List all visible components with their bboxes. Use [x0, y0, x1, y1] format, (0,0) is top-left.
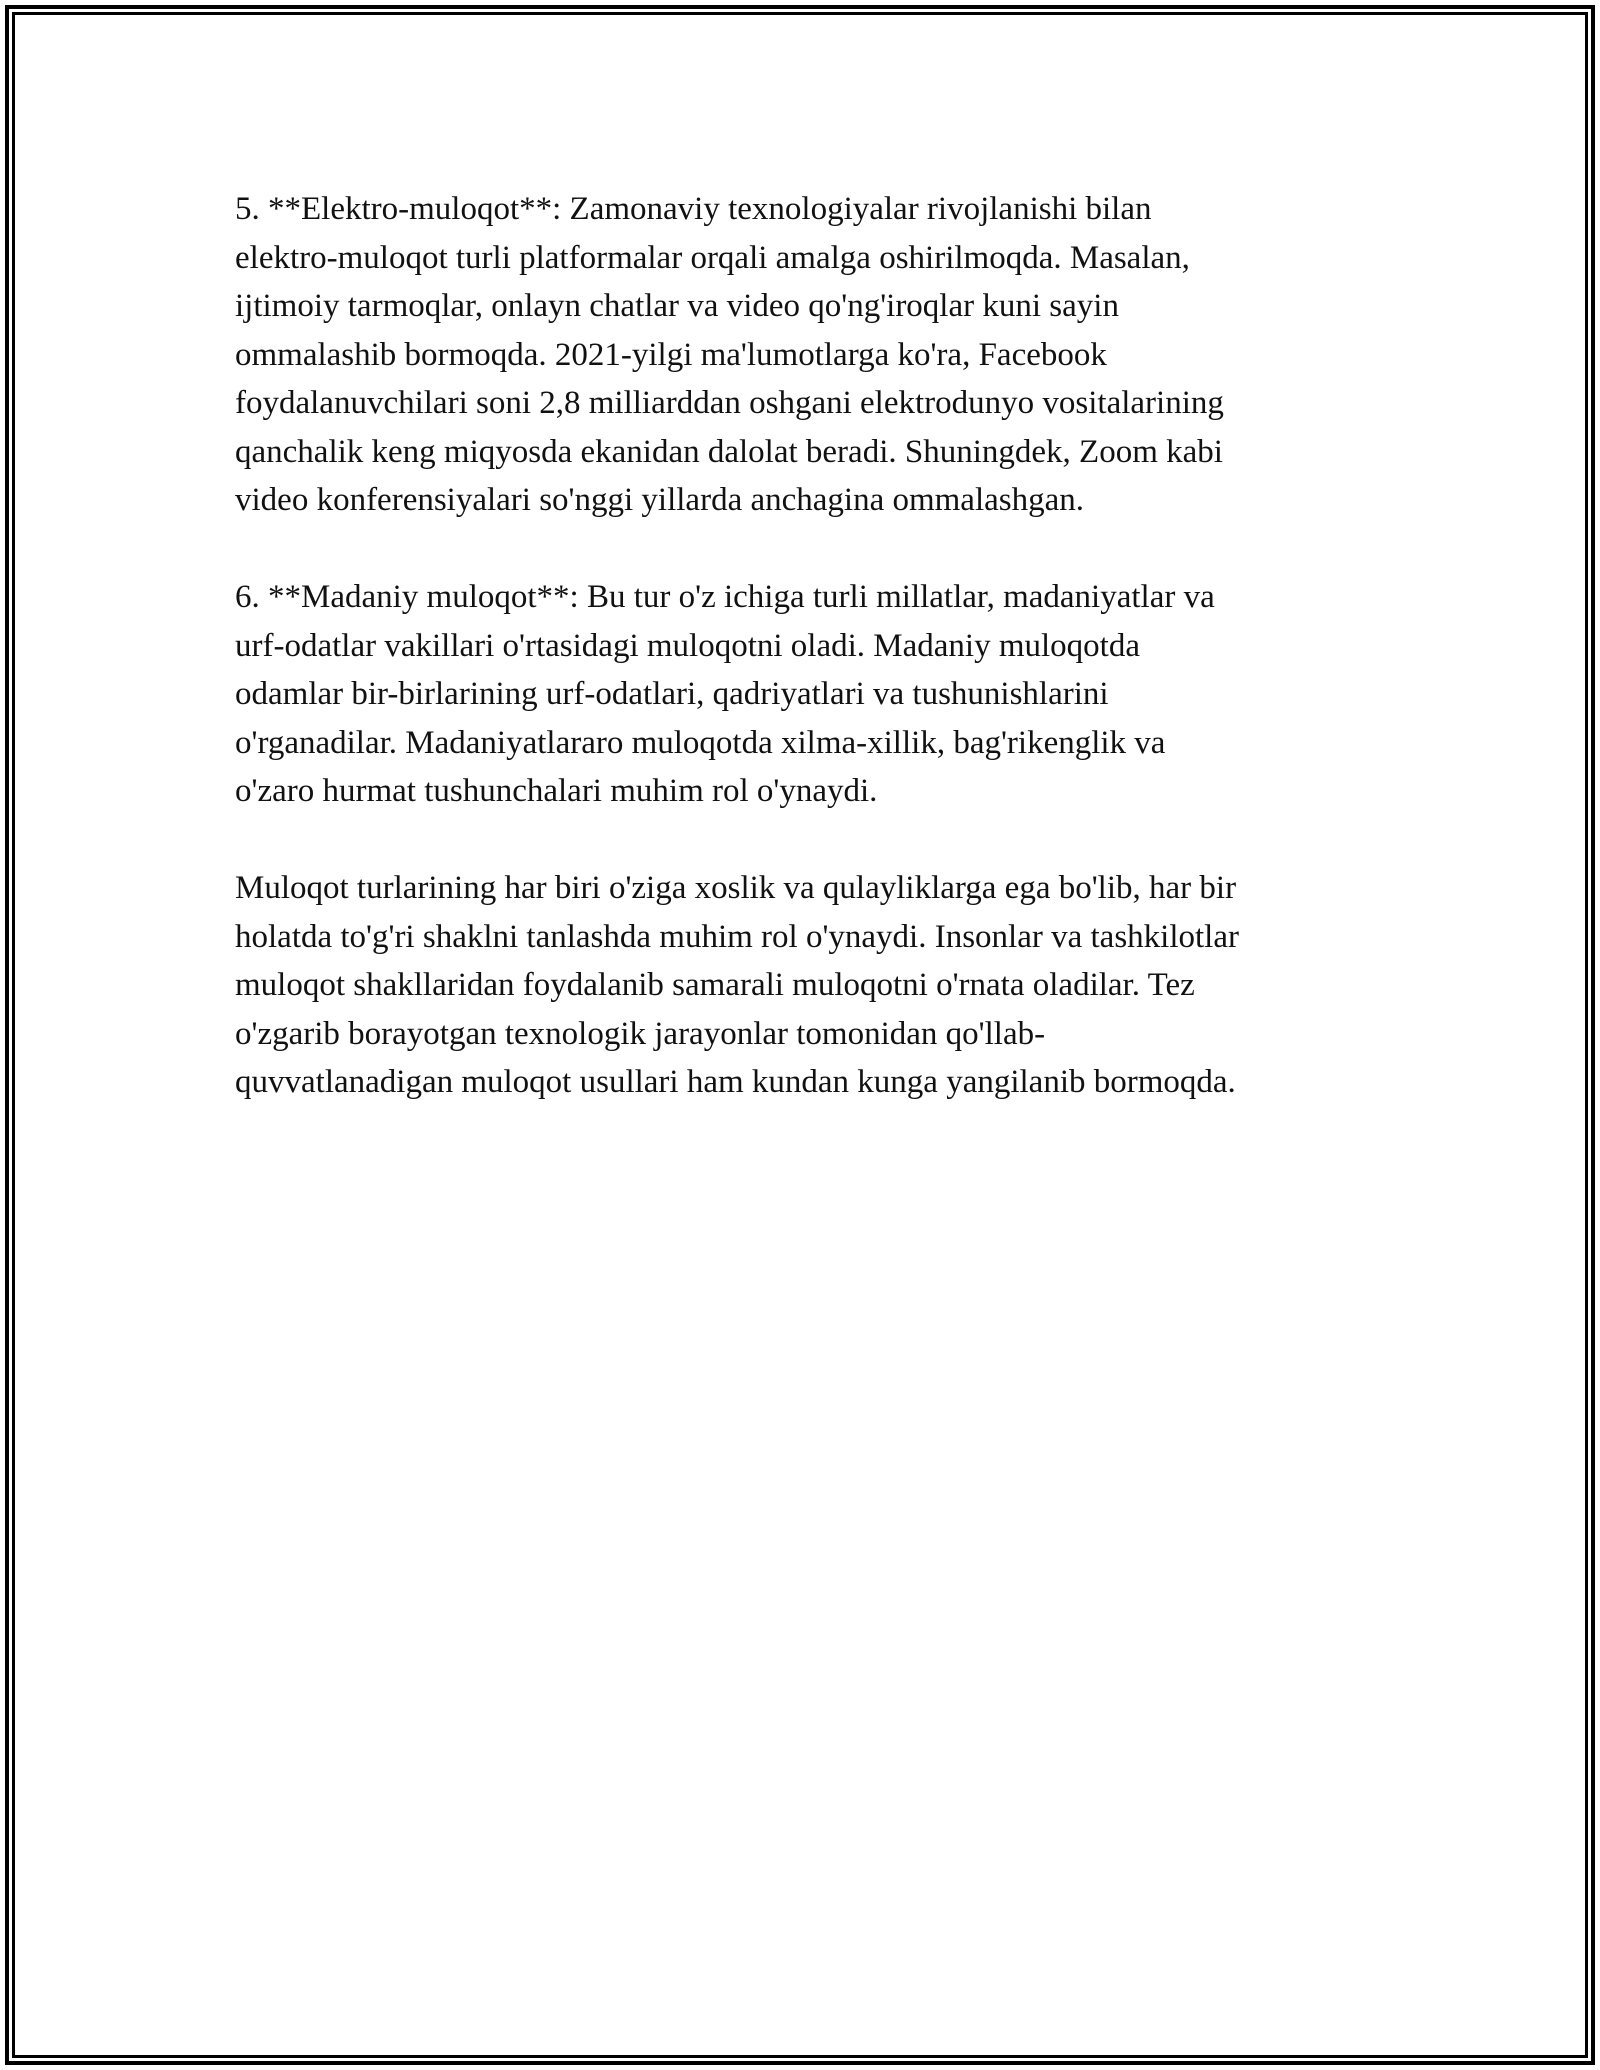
document-body — [235, 185, 1385, 1155]
paragraph-madaniy-muloqot: 6. **Madaniy muloqot**: Bu tur o'z ichiga turli millatlar, madaniyatlar va urf-odatlar vakillari o'rtasidagi muloqotni oladi. Madaniy muloqotda odamlar bir-birlarining urf-odatlari, qadriyatlari va tushunishlarini o'rganadilar. Madaniyatlararo muloqotda xilma-xillik, bag'rikenglik va o'zaro hurmat tushunchalari muhim rol o'ynaydi. — [235, 579, 1215, 809]
paragraph-elektro-muloqot: 5. **Elektro-muloqot**: Zamonaviy texnologiyalar rivojlanishi bilan elektro-muloqot turli platformalar orqali amalga oshirilmoqda. Masalan, ijtimoiy tarmoqlar, onlayn chatlar va video qo'ng'iroqlar kuni sayin ommalashib bormoqda. 2021-yilgi ma'lumotlarga ko'ra, Facebook foydalanuvchilari soni 2,8 milliarddan oshgani elektrodunyo vositalarining qanchalik keng miqyosda ekanidan dalolat beradi. Shuningdek, Zoom kabi video konferensiyalari so'nggi yillarda anchagina ommalashgan. — [235, 191, 1224, 518]
paragraph-conclusion: Muloqot turlarining har biri o'ziga xoslik va qulayliklarga ega bo'lib, har bir holatda to'g'ri shaklni tanlashda muhim rol o'ynaydi. Insonlar va tashkilotlar muloqot shakllaridan foydalanib samarali muloqotni o'rnata oladilar. Tez o'zgarib borayotgan texnologik jarayonlar tomonidan qo'llab- quvvatlanadigan muloqot usullari ham kundan kunga yangilanib bormoqda. — [235, 870, 1239, 1100]
